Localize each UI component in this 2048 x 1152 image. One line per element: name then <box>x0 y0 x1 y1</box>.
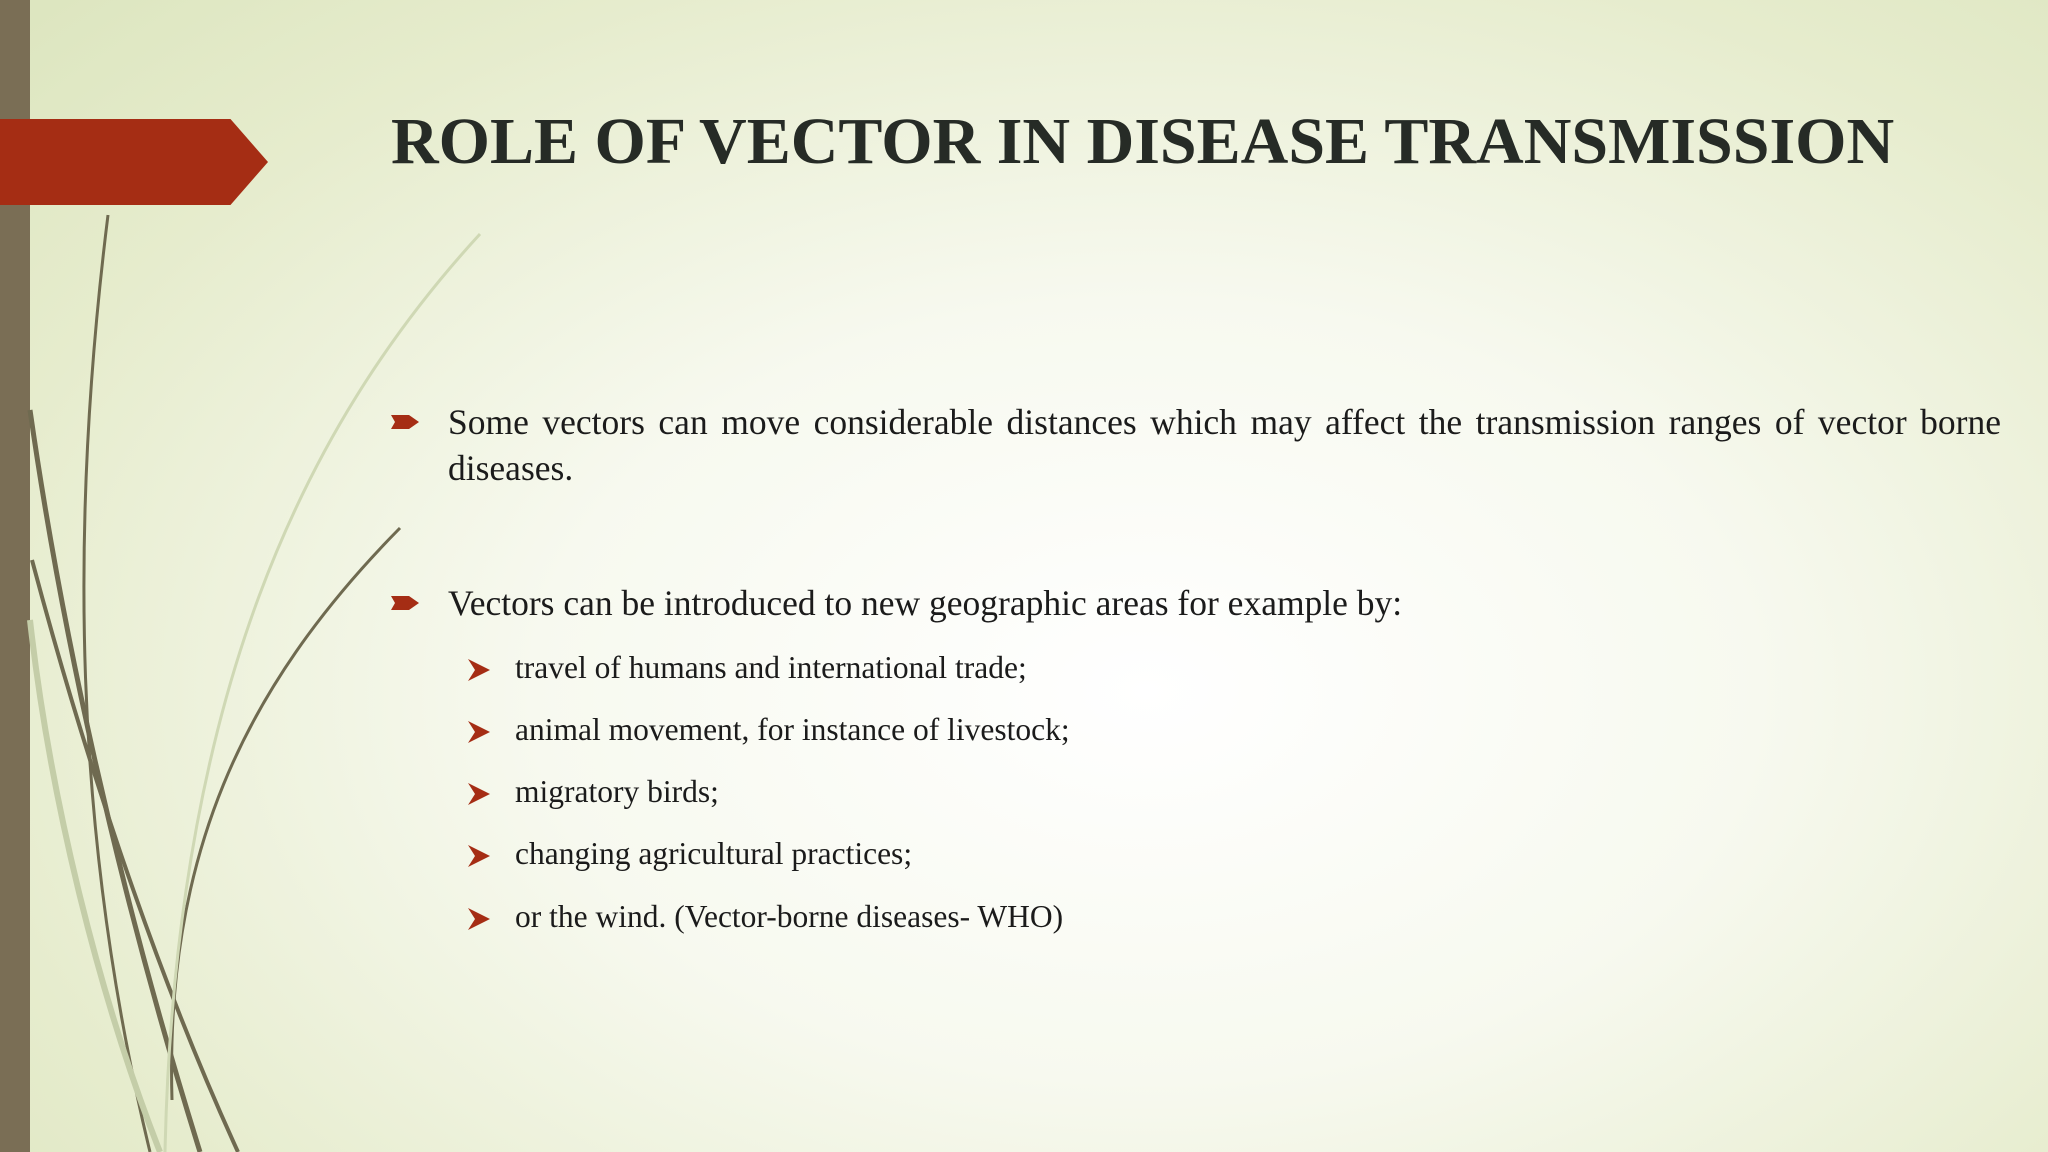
sub-bullet-text: changing agricultural practices; <box>515 836 913 871</box>
arrowhead-icon <box>468 783 490 805</box>
notched-block-arrow-icon <box>391 413 419 431</box>
sub-bullet-item <box>466 710 1070 750</box>
sub-bullet-text: or the wind. (Vector-borne diseases- WHO) <box>515 899 1064 934</box>
bullet-text: Vectors can be introduced to new geographic areas for example by: <box>448 583 1403 623</box>
sub-bullet-text: migratory birds; <box>515 774 719 809</box>
arrowhead-icon <box>468 659 490 681</box>
slide-title: ROLE OF VECTOR IN DISEASE TRANSMISSION <box>391 105 1895 178</box>
sub-bullet-text: animal movement, for instance of livestock; <box>515 712 1070 747</box>
arrowhead-icon <box>468 721 490 743</box>
sub-bullet-item <box>466 897 1063 937</box>
arrowhead-icon <box>468 908 490 930</box>
notched-block-arrow-icon <box>391 594 419 612</box>
sub-bullet-text: travel of humans and international trade; <box>515 650 1027 685</box>
bullet-text: Some vectors can move considerable distances which may affect the transmission ranges of vector borne diseases. <box>448 402 2001 488</box>
sub-bullet-item <box>466 772 719 812</box>
arrowhead-icon <box>468 845 490 867</box>
sub-bullet-item <box>466 648 1027 688</box>
bullet-item <box>391 580 2001 626</box>
sub-bullet-item <box>466 834 912 874</box>
title-arrow-banner <box>0 119 268 205</box>
bullet-item <box>391 399 2001 491</box>
